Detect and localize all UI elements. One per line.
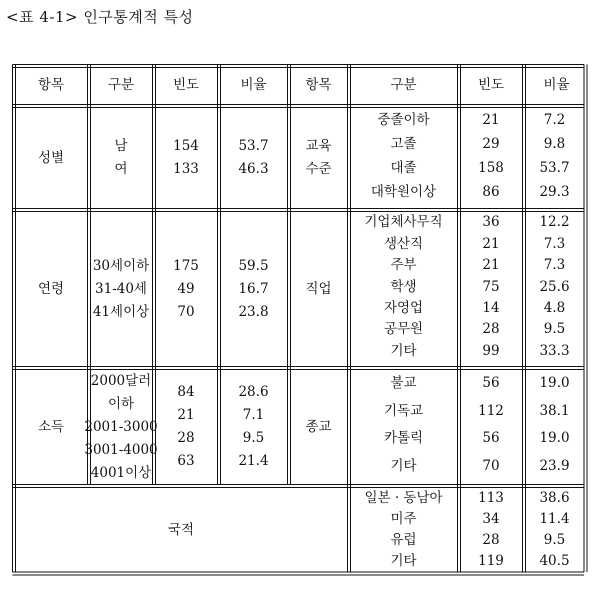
ratio-cell-text: 9.5 — [543, 321, 566, 338]
header-cell — [220, 67, 287, 104]
frequency-cell — [460, 156, 522, 180]
frequency-cell — [460, 255, 522, 276]
frequency-cell-text: 99 — [482, 342, 500, 359]
category-cell-text: 대졸 — [390, 159, 417, 176]
frequency-cell-text: 28 — [177, 430, 195, 446]
ratio-cell — [525, 108, 584, 132]
ratio-cell-text: 19.0 — [539, 375, 570, 392]
frequency-cell — [460, 298, 522, 319]
header-cell-text: 비율 — [240, 77, 267, 93]
frequency-cell-text: 21 — [482, 235, 500, 252]
frequency-cell-text: 63 — [177, 453, 195, 469]
header-cell-text: 빈도 — [172, 77, 200, 93]
category-cell — [350, 341, 457, 362]
table-caption: <표 4-1> 인구통계적 특성 — [6, 8, 194, 26]
frequency-cell — [460, 132, 522, 156]
category-cell — [350, 156, 457, 180]
ratio-cell — [525, 132, 584, 156]
category-cell-text: 카톨릭 — [383, 430, 424, 447]
frequency-cell — [460, 108, 522, 132]
frequency-cell-text: 133 — [173, 161, 199, 177]
item-cell — [15, 370, 87, 484]
frequency-cell — [460, 530, 522, 551]
item-cell — [15, 212, 87, 366]
ratio-cell-text: 40.5 — [539, 553, 570, 569]
category-cell-text: 30세이하 — [92, 257, 150, 274]
item-cell-text: 성별 — [37, 149, 65, 166]
category-cell-text: 공무원 — [383, 321, 424, 338]
frequency-cell-text: 21 — [482, 111, 500, 128]
category-cell — [350, 255, 457, 276]
ratio-cell — [525, 212, 584, 233]
frequency-cell-text: 29 — [482, 135, 500, 152]
category-cell — [350, 212, 457, 233]
item-cell-text: 국적 — [167, 521, 195, 538]
frequency-cell — [155, 108, 217, 208]
ratio-cell-text: 25.6 — [539, 278, 570, 295]
category-cell — [350, 370, 457, 398]
item-cell-text: 종교 — [305, 418, 332, 435]
ratio-cell-text: 23.8 — [238, 303, 269, 320]
frequency-cell-text: 14 — [482, 299, 500, 316]
frequency-cell-text: 28 — [482, 532, 500, 548]
ratio-cell-text: 9.5 — [242, 430, 265, 446]
category-cell-text: 남 — [114, 138, 128, 154]
item-cell-text: 직업 — [305, 280, 332, 297]
frequency-cell — [460, 551, 522, 572]
ratio-cell-text: 53.7 — [539, 159, 570, 176]
category-cell-text: 41세이상 — [92, 303, 150, 320]
frequency-cell-text: 70 — [177, 303, 195, 320]
category-cell — [90, 108, 152, 208]
frequency-cell — [460, 276, 522, 297]
item-cell — [290, 212, 347, 366]
ratio-cell — [525, 180, 584, 204]
ratio-cell-text: 23.9 — [539, 457, 570, 474]
ratio-cell — [525, 255, 584, 276]
frequency-cell-text: 84 — [177, 384, 195, 400]
ratio-cell-text: 4.8 — [543, 299, 566, 316]
ratio-cell — [525, 509, 584, 530]
frequency-cell — [460, 488, 522, 509]
frequency-cell-text: 21 — [482, 257, 500, 274]
header-cell-text: 항목 — [305, 77, 332, 93]
ratio-cell — [525, 425, 584, 453]
category-cell-text: 대학원이상 — [370, 183, 437, 200]
item-cell — [290, 370, 347, 484]
frequency-cell-text: 112 — [478, 402, 504, 419]
ratio-cell-text: 21.4 — [238, 453, 269, 469]
frequency-cell — [460, 212, 522, 233]
frequency-cell — [460, 180, 522, 204]
item-cell-text: 연령 — [37, 280, 65, 297]
category-cell-text: 3001-4000 — [84, 441, 158, 458]
item-cell — [15, 488, 347, 572]
ratio-cell — [525, 276, 584, 297]
category-cell — [350, 425, 457, 453]
frequency-cell-text: 36 — [482, 214, 500, 231]
ratio-cell — [220, 212, 287, 366]
header-cell-text: 비율 — [543, 77, 570, 93]
header-cell — [90, 67, 152, 104]
frequency-cell-text: 28 — [482, 321, 500, 338]
ratio-cell — [525, 370, 584, 398]
category-cell-text: 기타 — [390, 553, 417, 569]
frequency-cell — [155, 370, 217, 484]
header-cell — [155, 67, 217, 104]
frequency-cell — [460, 341, 522, 362]
frequency-cell-text: 113 — [478, 490, 504, 506]
item-cell-text: 소득 — [37, 418, 65, 435]
category-cell — [350, 132, 457, 156]
category-cell — [350, 551, 457, 572]
frequency-cell-text: 175 — [173, 257, 199, 274]
frequency-cell-text: 70 — [482, 457, 500, 474]
header-cell-text: 구분 — [390, 77, 417, 93]
item-cell-text: 교육 — [305, 138, 332, 154]
ratio-cell-text: 33.3 — [539, 342, 570, 359]
category-cell-text: 고졸 — [390, 135, 417, 152]
frequency-cell-text: 21 — [177, 407, 195, 423]
category-cell — [350, 180, 457, 204]
ratio-cell-text: 38.1 — [539, 402, 570, 419]
ratio-cell-text: 16.7 — [238, 280, 269, 297]
category-cell — [350, 488, 457, 509]
category-cell-text: 여 — [114, 161, 128, 177]
category-cell-text: 이하 — [107, 395, 135, 412]
ratio-cell-text: 7.3 — [543, 257, 566, 274]
header-cell — [15, 67, 87, 104]
ratio-cell — [525, 298, 584, 319]
ratio-cell-text: 53.7 — [238, 138, 269, 154]
frequency-cell-text: 154 — [173, 138, 199, 154]
category-cell-text: 기타 — [390, 457, 417, 474]
category-cell — [350, 319, 457, 340]
ratio-cell-text: 12.2 — [539, 214, 570, 231]
category-cell-text: 일본 · 동남아 — [364, 490, 443, 506]
category-cell-text: 2000달러 — [90, 372, 152, 389]
category-cell-text: 기타 — [390, 342, 417, 359]
category-cell — [84, 370, 158, 484]
category-cell-text: 학생 — [390, 278, 417, 295]
category-cell — [350, 298, 457, 319]
category-cell-text: 주부 — [390, 257, 417, 274]
ratio-cell — [525, 233, 584, 254]
frequency-cell — [460, 233, 522, 254]
category-cell — [350, 276, 457, 297]
header-cell-text: 빈도 — [477, 77, 505, 93]
category-cell-text: 2001-3000 — [84, 418, 158, 435]
frequency-cell — [155, 212, 217, 366]
frequency-cell-text: 86 — [482, 183, 500, 200]
ratio-cell-text: 9.5 — [543, 532, 566, 548]
ratio-cell-text: 7.1 — [242, 407, 265, 423]
category-cell-text: 자영업 — [383, 299, 424, 316]
ratio-cell — [525, 453, 584, 481]
ratio-cell — [220, 108, 287, 208]
category-cell-text: 생산직 — [383, 235, 424, 252]
ratio-cell — [525, 341, 584, 362]
header-cell-text: 구분 — [107, 77, 135, 93]
category-cell-text: 기독교 — [383, 402, 424, 419]
frequency-cell — [460, 398, 522, 426]
ratio-cell — [525, 530, 584, 551]
frequency-cell — [460, 319, 522, 340]
frequency-cell-text: 75 — [482, 278, 500, 295]
ratio-cell-text: 59.5 — [238, 257, 269, 274]
ratio-cell — [525, 319, 584, 340]
category-cell — [90, 212, 152, 366]
frequency-cell — [460, 509, 522, 530]
category-cell-text: 31-40세 — [95, 280, 147, 297]
frequency-cell-text: 119 — [478, 553, 504, 569]
category-cell — [350, 509, 457, 530]
ratio-cell — [525, 398, 584, 426]
ratio-cell — [220, 370, 287, 484]
ratio-cell-text: 28.6 — [238, 384, 269, 400]
frequency-cell-text: 158 — [478, 159, 504, 176]
frequency-cell-text: 56 — [482, 375, 500, 392]
frequency-cell-text: 56 — [482, 430, 500, 447]
frequency-cell — [460, 370, 522, 398]
category-cell — [350, 398, 457, 426]
ratio-cell — [525, 488, 584, 509]
ratio-cell-text: 19.0 — [539, 430, 570, 447]
header-cell — [290, 67, 347, 104]
category-cell — [350, 530, 457, 551]
category-cell-text: 4001이상 — [90, 464, 152, 481]
header-cell — [460, 67, 522, 104]
item-cell — [290, 108, 347, 208]
category-cell — [350, 233, 457, 254]
frequency-cell-text: 34 — [482, 511, 500, 527]
header-cell-text: 항목 — [37, 77, 65, 93]
ratio-cell-text: 38.6 — [539, 490, 570, 506]
ratio-cell — [525, 156, 584, 180]
frequency-cell-text: 49 — [177, 280, 195, 297]
frequency-cell — [460, 453, 522, 481]
category-cell-text: 기업체사무직 — [364, 214, 443, 231]
category-cell-text: 유럽 — [390, 532, 417, 548]
category-cell — [350, 453, 457, 481]
header-cell — [350, 67, 457, 104]
demographics-table — [12, 64, 588, 576]
item-cell-text: 수준 — [305, 161, 332, 177]
item-cell — [15, 108, 87, 208]
ratio-cell — [525, 551, 584, 572]
frequency-cell — [460, 425, 522, 453]
category-cell-text: 불교 — [390, 375, 417, 392]
category-cell — [350, 108, 457, 132]
ratio-cell-text: 7.3 — [543, 235, 566, 252]
ratio-cell-text: 46.3 — [238, 161, 269, 177]
category-cell-text: 미주 — [390, 511, 417, 527]
ratio-cell-text: 11.4 — [539, 511, 570, 527]
category-cell-text: 중졸이하 — [377, 111, 430, 128]
ratio-cell-text: 29.3 — [539, 183, 570, 200]
ratio-cell-text: 7.2 — [543, 111, 566, 128]
ratio-cell-text: 9.8 — [543, 135, 566, 152]
header-cell — [525, 67, 588, 104]
